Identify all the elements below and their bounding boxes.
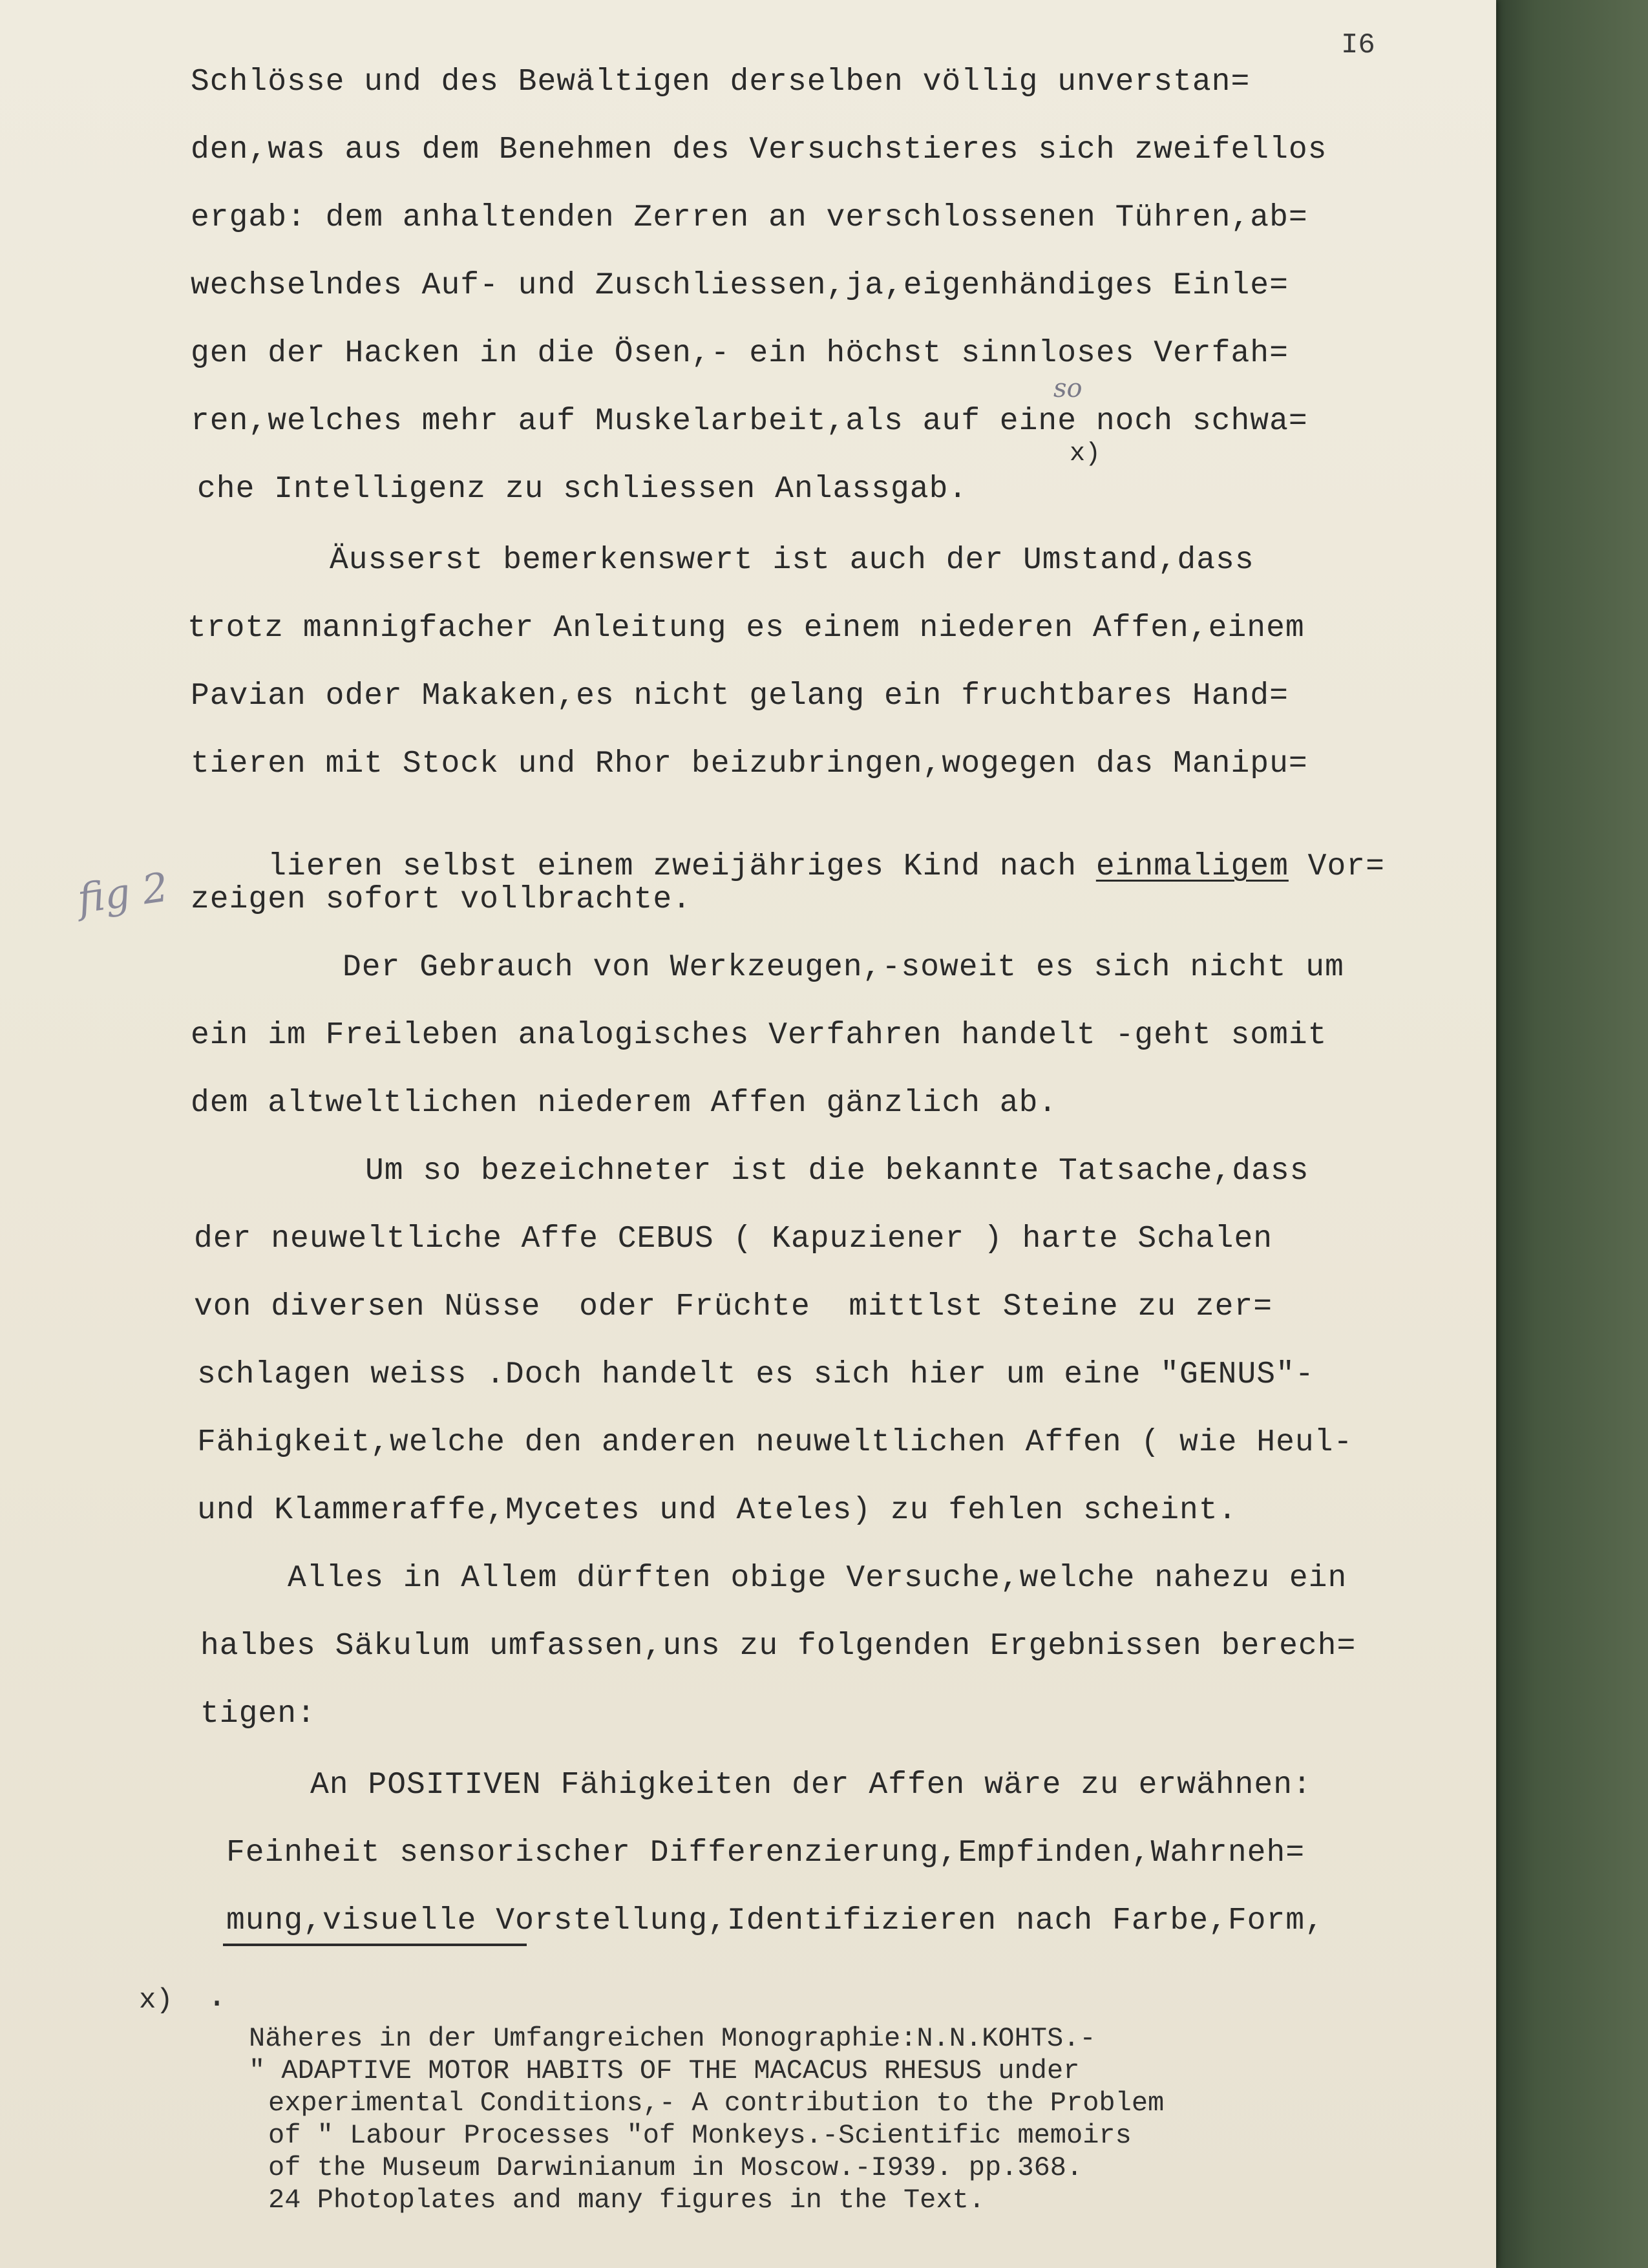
footnote-line: of the Museum Darwinianum in Moscow.-I939. pp.368. <box>268 2152 1083 2183</box>
body-line: ergab: dem anhaltenden Zerren an verschlossenen Tühren,ab= <box>191 200 1308 235</box>
body-line: schlagen weiss .Doch handelt es sich hier um eine "GENUS"- <box>197 1357 1315 1392</box>
body-line: Schlösse und des Bewältigen derselben völlig unverstan= <box>191 65 1251 100</box>
footnote-line: 24 Photoplates and many figures in the Text. <box>268 2185 985 2216</box>
page-number: I6 <box>1341 29 1375 61</box>
body-line: dem altweltlichen niederem Affen gänzlich ab. <box>191 1086 1058 1121</box>
body-line: tieren mit Stock und Rhor beizubringen,wogegen das Manipu= <box>191 747 1308 781</box>
body-line: ein im Freileben analogisches Verfahren handelt -geht somit <box>191 1018 1327 1053</box>
body-line: che Intelligenz zu schliessen Anlassgab. <box>197 472 968 507</box>
footnote-bullet: . <box>207 1978 227 2016</box>
footnote-line: experimental Conditions,- A contribution to the Problem <box>268 2088 1165 2119</box>
body-line: Fähigkeit,welche den anderen neuweltlichen Affen ( wie Heul- <box>197 1425 1353 1460</box>
line-tail: Vor= <box>1288 849 1385 884</box>
body-line: Feinheit sensorischer Differenzierung,Empfinden,Wahrneh= <box>226 1836 1305 1871</box>
footnote-divider <box>223 1944 527 1946</box>
body-line: von diversen Nüsse oder Früchte mittlst Steine zu zer= <box>194 1289 1273 1324</box>
body-line: Pavian oder Makaken,es nicht gelang ein fruchtbares Hand= <box>191 679 1289 714</box>
paragraph-start-line: Der Gebrauch von Werkzeugen,-soweit es sich nicht um <box>343 950 1344 985</box>
paragraph-start-line: Äusserst bemerkenswert ist auch der Umstand,dass <box>330 543 1254 578</box>
handwritten-superscript: so <box>1053 374 1083 403</box>
paragraph-start-line: An POSITIVEN Fähigkeiten der Affen wäre zu erwähnen: <box>310 1768 1312 1803</box>
body-line: der neuweltliche Affe CEBUS ( Kapuziener ) harte Schalen <box>194 1222 1273 1256</box>
footnote-line: " ADAPTIVE MOTOR HABITS OF THE MACACUS RHESUS under <box>249 2055 1080 2086</box>
body-line: wechselndes Auf- und Zuschliessen,ja,eigenhändiges Einle= <box>191 268 1289 303</box>
body-line: zeigen sofort vollbrachte. <box>191 882 692 917</box>
footnote-marker-in-text: x) <box>1070 440 1101 469</box>
footnote-line: of " Labour Processes "of Monkeys.-Scientific memoirs <box>268 2120 1132 2151</box>
footnote-marker: x) <box>139 1984 173 2017</box>
paragraph-start-line: Alles in Allem dürften obige Versuche,welche nahezu ein <box>288 1561 1347 1596</box>
body-line: trotz mannigfacher Anleitung es einem niederen Affen,einem <box>187 611 1305 646</box>
margin-note: fig 2 <box>74 863 171 923</box>
footnote-line: Näheres in der Umfangreichen Monographie:N.N.KOHTS.- <box>249 2023 1096 2054</box>
body-line: halbes Säkulum umfassen,uns zu folgenden Ergebnissen berech= <box>200 1629 1357 1664</box>
body-line: gen der Hacken in die Ösen,- ein höchst sinnloses Verfah= <box>191 336 1289 371</box>
body-line: tigen: <box>200 1697 316 1732</box>
body-line: ren,welches mehr auf Muskelarbeit,als auf eine noch schwa= <box>191 404 1308 439</box>
underlined-phrase: einmaligem <box>1095 849 1289 884</box>
paragraph-start-line: Um so bezeichneter ist die bekannte Tatsache,dass <box>365 1154 1309 1189</box>
body-line: mung,visuelle Vorstellung,Identifizieren nach Farbe,Form, <box>226 1903 1324 1938</box>
line-text: lieren selbst einem zweijähriges Kind nach <box>268 849 1077 884</box>
body-line: und Klammeraffe,Mycetes und Ateles) zu fehlen scheint. <box>197 1493 1238 1528</box>
body-line: den,was aus dem Benehmen des Versuchstieres sich zweifellos <box>191 132 1327 167</box>
